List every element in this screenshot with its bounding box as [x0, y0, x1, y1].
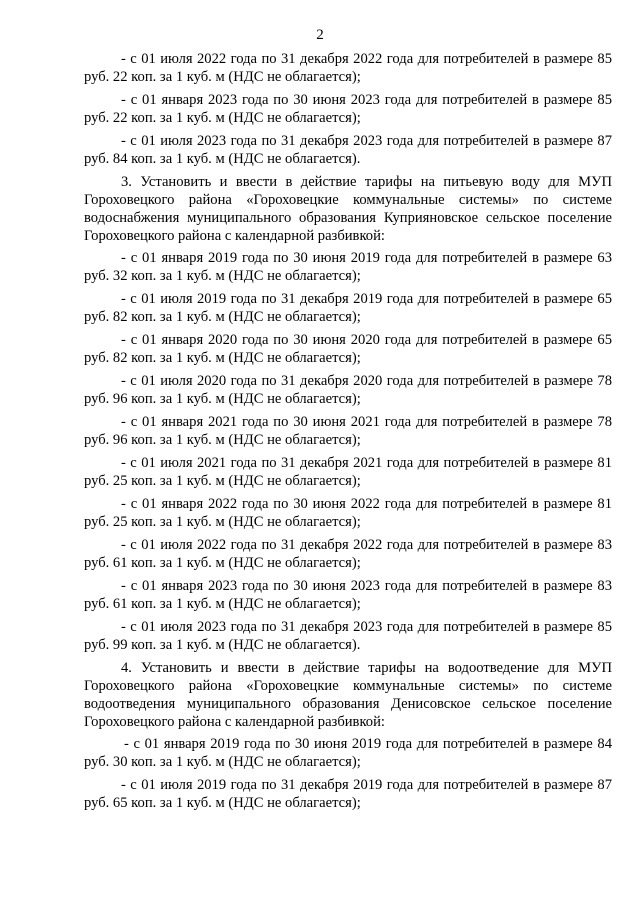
tariff-item: - с 01 января 2020 года по 30 июня 2020 года для потребителей в размере 65 руб. 82 коп. за 1 куб. м (НДС не облагается); [84, 332, 612, 366]
document-body [84, 50, 612, 817]
tariff-item: - с 01 января 2022 года по 30 июня 2022 года для потребителей в размере 81 руб. 25 коп. за 1 куб. м (НДС не облагается); [84, 496, 612, 530]
tariff-item: - с 01 июля 2023 года по 31 декабря 2023 года для потребителей в размере 87 руб. 84 коп. за 1 куб. м (НДС не облагается). [84, 133, 612, 167]
tariff-item: - с 01 января 2023 года по 30 июня 2023 года для потребителей в размере 83 руб. 61 коп. за 1 куб. м (НДС не облагается); [84, 578, 612, 612]
section-paragraph: 4. Установить и ввести в действие тарифы на водоотведение для МУП Гороховецкого района «Гороховецкие коммунальные системы» по системе водоотведения муниципального образования Денисовское сельское поселение Гороховецкого района с календарной разбивкой: [84, 660, 612, 730]
tariff-item: - с 01 июля 2022 года по 31 декабря 2022 года для потребителей в размере 83 руб. 61 коп. за 1 куб. м (НДС не облагается); [84, 537, 612, 571]
tariff-item: - с 01 января 2019 года по 30 июня 2019 года для потребителей в размере 84 руб. 30 коп. за 1 куб. м (НДС не облагается); [84, 736, 612, 770]
tariff-item: - с 01 июля 2019 года по 31 декабря 2019 года для потребителей в размере 87 руб. 65 коп. за 1 куб. м (НДС не облагается); [84, 777, 612, 811]
tariff-item: - с 01 июля 2022 года по 31 декабря 2022 года для потребителей в размере 85 руб. 22 коп. за 1 куб. м (НДС не облагается); [84, 51, 612, 85]
page-number: 2 [316, 27, 324, 43]
tariff-item: - с 01 января 2019 года по 30 июня 2019 года для потребителей в размере 63 руб. 32 коп. за 1 куб. м (НДС не облагается); [84, 250, 612, 284]
tariff-item: - с 01 января 2021 года по 30 июня 2021 года для потребителей в размере 78 руб. 96 коп. за 1 куб. м (НДС не облагается); [84, 414, 612, 448]
tariff-item: - с 01 июля 2021 года по 31 декабря 2021 года для потребителей в размере 81 руб. 25 коп. за 1 куб. м (НДС не облагается); [84, 455, 612, 489]
section-paragraph: 3. Установить и ввести в действие тарифы на питьевую воду для МУП Гороховецкого района «Гороховецкие коммунальные системы» по системе водоснабжения муниципального образования Куприяновское сельское поселение Гороховецкого района с календарной разбивкой: [84, 174, 612, 244]
tariff-item: - с 01 января 2023 года по 30 июня 2023 года для потребителей в размере 85 руб. 22 коп. за 1 куб. м (НДС не облагается); [84, 92, 612, 126]
tariff-item: - с 01 июля 2019 года по 31 декабря 2019 года для потребителей в размере 65 руб. 82 коп. за 1 куб. м (НДС не облагается); [84, 291, 612, 325]
tariff-item: - с 01 июля 2023 года по 31 декабря 2023 года для потребителей в размере 85 руб. 99 коп. за 1 куб. м (НДС не облагается). [84, 619, 612, 653]
tariff-item: - с 01 июля 2020 года по 31 декабря 2020 года для потребителей в размере 78 руб. 96 коп. за 1 куб. м (НДС не облагается); [84, 373, 612, 407]
